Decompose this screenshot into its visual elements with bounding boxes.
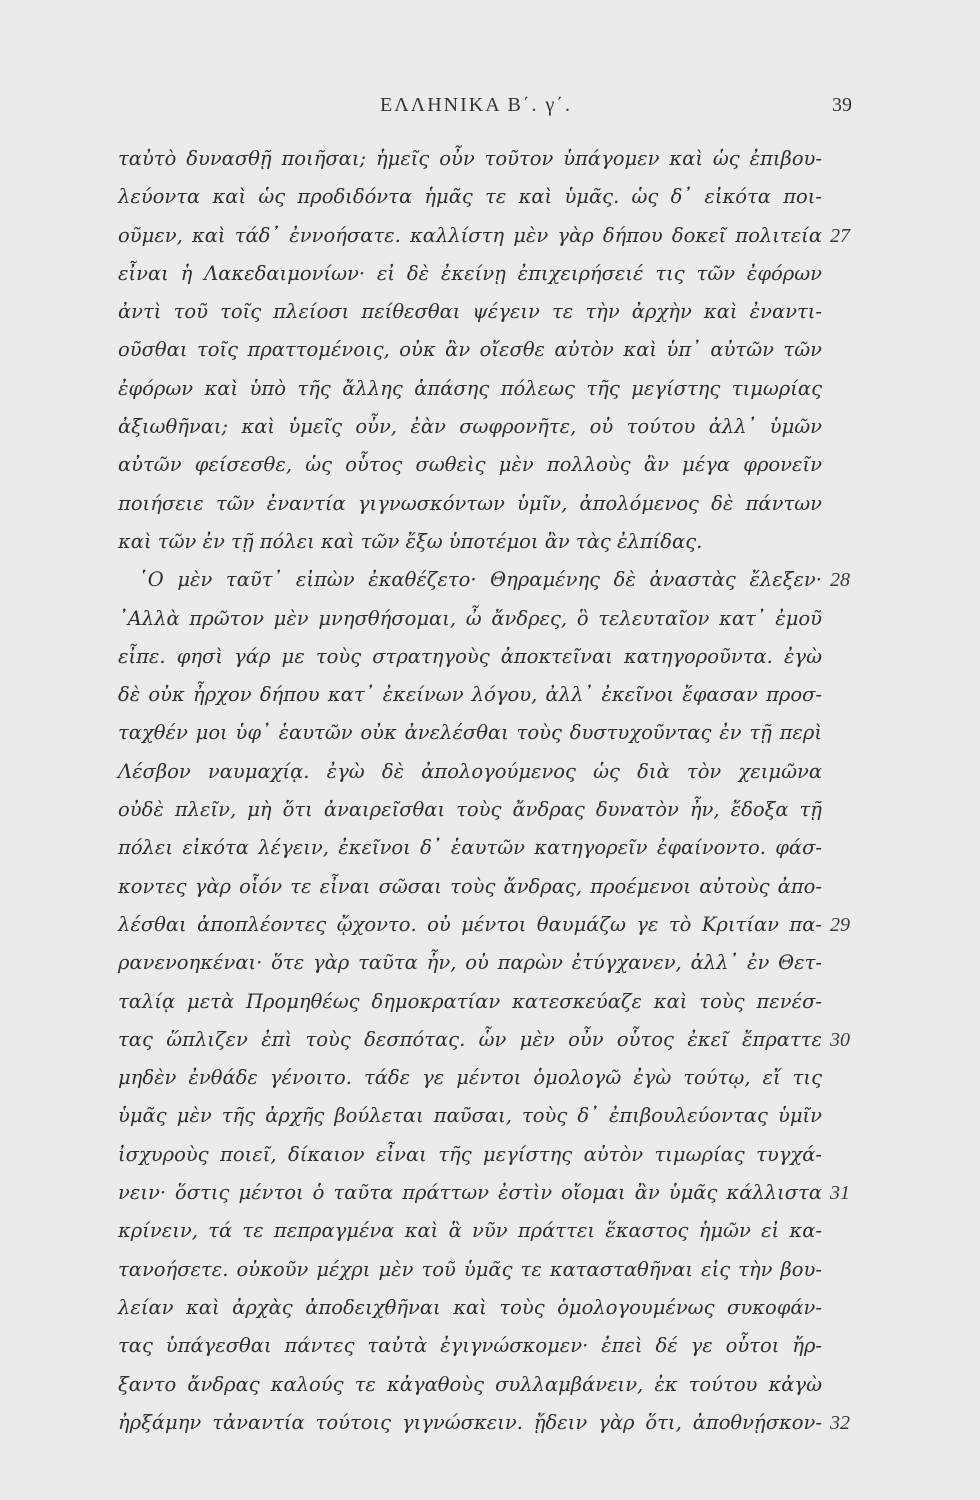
text-line-content: ἀξιωθῆναι; καὶ ὑμεῖς οὖν, ἐὰν σωφρονῆτε, οὐ τούτου ἀλλ᾽ ὑμῶν	[118, 415, 822, 439]
text-line	[118, 1366, 822, 1404]
page-number: 39	[832, 94, 852, 116]
text-line	[118, 1289, 822, 1327]
section-number: 27	[830, 224, 850, 247]
text-line	[118, 1174, 850, 1212]
text-line	[118, 293, 822, 331]
text-line-content: ῾Ο μὲν ταῦτ᾽ εἰπὼν ἐκαθέζετο· Θηραμένης δὲ ἀναστὰς ἔλεξεν·	[138, 568, 822, 592]
text-line-content: ᾽Αλλὰ πρῶτον μὲν μνησθήσομαι, ὦ ἄνδρες, ὃ τελευταῖον κατ᾽ ἐμοῦ	[118, 606, 822, 630]
section-number: 30	[830, 1028, 850, 1051]
text-line-content: ταλίᾳ μετὰ Προμηθέως δημοκρατίαν κατεσκεύαζε καὶ τοὺς πενέσ-	[118, 989, 822, 1013]
text-line	[118, 1059, 822, 1097]
text-line-content: λεύοντα καὶ ὡς προδιδόντα ἡμᾶς τε καὶ ὑμᾶς. ὡς δ᾽ εἰκότα ποι-	[118, 185, 822, 209]
text-line	[118, 1327, 822, 1365]
text-line-content: οῦσθαι τοῖς πραττομένοις, οὐκ ἂν οἴεσθε αὐτὸν καὶ ὑπ᾽ αὐτῶν τῶν	[118, 338, 822, 362]
text-line	[118, 600, 822, 638]
running-head	[0, 84, 980, 124]
text-line-content: καὶ τῶν ἐν τῇ πόλει καὶ τῶν ἔξω ὑποτέμοι ἂν τὰς ἐλπίδας.	[118, 529, 703, 553]
text-line-content: κοντες γὰρ οἷόν τε εἶναι σῶσαι τοὺς ἄνδρας, προέμενοι αὐτοὺς ἀπο-	[118, 874, 822, 898]
text-line-content: ἀντὶ τοῦ τοῖς πλείοσι πείθεσθαι ψέγειν τε τὴν ἀρχὴν καὶ ἐναντι-	[118, 300, 822, 324]
text-line	[118, 523, 822, 561]
text-line	[118, 753, 822, 791]
text-line	[118, 1097, 822, 1135]
text-line	[118, 868, 822, 906]
text-line-content: οὐδὲ πλεῖν, μὴ ὅτι ἀναιρεῖσθαι τοὺς ἄνδρας δυνατὸν ἦν, ἔδοξα τῇ	[118, 798, 822, 822]
text-line-content: ὑμᾶς μὲν τῆς ἀρχῆς βούλεται παῦσαι, τοὺς δ᾽ ἐπιβουλεύοντας ὑμῖν	[118, 1104, 822, 1128]
text-line-content: ἰσχυροὺς ποιεῖ, δίκαιον εἶναι τῆς μεγίστης αὐτὸν τιμωρίας τυγχά-	[118, 1142, 822, 1166]
section-number: 32	[830, 1411, 850, 1434]
text-line	[118, 906, 850, 944]
text-line-content: εἶναι ἡ Λακεδαιμονίων· εἰ δὲ ἐκείνῃ ἐπιχειρήσειέ τις τῶν ἐφόρων	[118, 261, 822, 285]
text-line	[118, 178, 822, 216]
text-line-content: εἶπε. φησὶ γάρ με τοὺς στρατηγοὺς ἀποκτεῖναι κατηγοροῦντα. ἐγὼ	[118, 644, 822, 668]
section-number: 29	[830, 913, 850, 936]
text-line-content: τας ὑπάγεσθαι πάντες ταὐτὰ ἐγιγνώσκομεν· ἐπεὶ δέ γε οὗτοι ἤρ-	[118, 1334, 822, 1358]
text-line	[118, 944, 822, 982]
text-line-content: πόλει εἰκότα λέγειν, ἐκεῖνοι δ᾽ ἑαυτῶν κατηγορεῖν ἐφαίνοντο. φάσ-	[118, 836, 822, 860]
text-line-content: οῦμεν, καὶ τάδ᾽ ἐννοήσατε. καλλίστη μὲν γὰρ δήπου δοκεῖ πολιτεία	[118, 223, 822, 247]
section-number: 31	[830, 1182, 850, 1205]
text-line-content: λείαν καὶ ἀρχὰς ἀποδειχθῆναι καὶ τοὺς ὁμολογουμένως συκοφάν-	[118, 1295, 822, 1319]
text-line	[118, 331, 822, 369]
text-line	[118, 638, 822, 676]
text-line	[118, 1251, 822, 1289]
text-line	[118, 370, 822, 408]
running-title: ΕΛΛΗΝΙΚΑ Β΄. γ΄.	[380, 94, 573, 116]
text-line-content: Λέσβον ναυμαχίᾳ. ἐγὼ δὲ ἀπολογούμενος ὡς διὰ τὸν χειμῶνα	[118, 759, 822, 783]
text-line-content: τας ὥπλιζεν ἐπὶ τοὺς δεσπότας. ὧν μὲν οὖν οὗτος ἐκεῖ ἔπραττε	[118, 1027, 822, 1051]
text-line	[118, 561, 850, 599]
text-line	[118, 217, 850, 255]
text-line-content: λέσθαι ἀποπλέοντες ᾤχοντο. οὐ μέντοι θαυμάζω γε τὸ Κριτίαν πα-	[118, 912, 822, 936]
text-line-content: ἐφόρων καὶ ὑπὸ τῆς ἄλλης ἁπάσης πόλεως τῆς μεγίστης τιμωρίας	[118, 376, 822, 400]
text-line	[118, 446, 822, 484]
text-line	[118, 1404, 850, 1442]
text-line-content: ταχθέν μοι ὑφ᾽ ἑαυτῶν οὐκ ἀνελέσθαι τοὺς δυστυχοῦντας ἐν τῇ περὶ	[118, 721, 822, 745]
text-line	[118, 676, 822, 714]
text-line	[118, 1021, 850, 1059]
section-number: 28	[830, 569, 850, 592]
text-line-content: ἠρξάμην τἀναντία τούτοις γιγνώσκειν. ᾔδειν γὰρ ὅτι, ἀποθνῄσκον-	[118, 1410, 822, 1434]
text-line-content: ταὐτὸ δυνασθῇ ποιῆσαι; ἡμεῖς οὖν τοῦτον ὑπάγομεν καὶ ὡς ἐπιβου-	[118, 147, 822, 170]
text-line	[118, 140, 822, 178]
text-line-content: τανοήσετε. οὐκοῦν μέχρι μὲν τοῦ ὑμᾶς τε κατασταθῆναι εἰς τὴν βου-	[118, 1257, 822, 1281]
text-line	[118, 1136, 822, 1174]
greek-text-body	[118, 140, 850, 1442]
text-line	[118, 983, 822, 1021]
text-line-content: νειν· ὅστις μέντοι ὁ ταῦτα πράττων ἐστὶν οἴομαι ἂν ὑμᾶς κάλλιστα	[118, 1181, 822, 1205]
text-line-content: ξαντο ἄνδρας καλούς τε κἀγαθοὺς συλλαμβάνειν, ἐκ τούτου κἀγὼ	[118, 1372, 822, 1396]
text-line	[118, 791, 822, 829]
text-line	[118, 1212, 822, 1250]
text-line-content: ρανενοηκέναι· ὅτε γὰρ ταῦτα ἦν, οὐ παρὼν ἐτύγχανεν, ἀλλ᾽ ἐν Θετ-	[118, 951, 822, 975]
text-line-content: δὲ οὐκ ἦρχον δήπου κατ᾽ ἐκείνων λόγου, ἀλλ᾽ ἐκεῖνοι ἔφασαν προσ-	[118, 683, 822, 707]
text-line	[118, 255, 822, 293]
text-line	[118, 485, 822, 523]
text-line	[118, 714, 822, 752]
text-line-content: αὐτῶν φείσεσθε, ὡς οὗτος σωθεὶς μὲν πολλοὺς ἂν μέγα φρονεῖν	[118, 453, 822, 477]
text-line-content: ποιήσειε τῶν ἐναντία γιγνωσκόντων ὑμῖν, ἀπολόμενος δὲ πάντων	[118, 491, 822, 515]
text-line-content: μηδὲν ἐνθάδε γένοιτο. τάδε γε μέντοι ὁμολογῶ ἐγὼ τούτῳ, εἴ τις	[118, 1066, 822, 1090]
text-line-content: κρίνειν, τά τε πεπραγμένα καὶ ἃ νῦν πράττει ἕκαστος ἡμῶν εἰ κα-	[118, 1219, 822, 1243]
text-line	[118, 829, 822, 867]
text-line	[118, 408, 822, 446]
